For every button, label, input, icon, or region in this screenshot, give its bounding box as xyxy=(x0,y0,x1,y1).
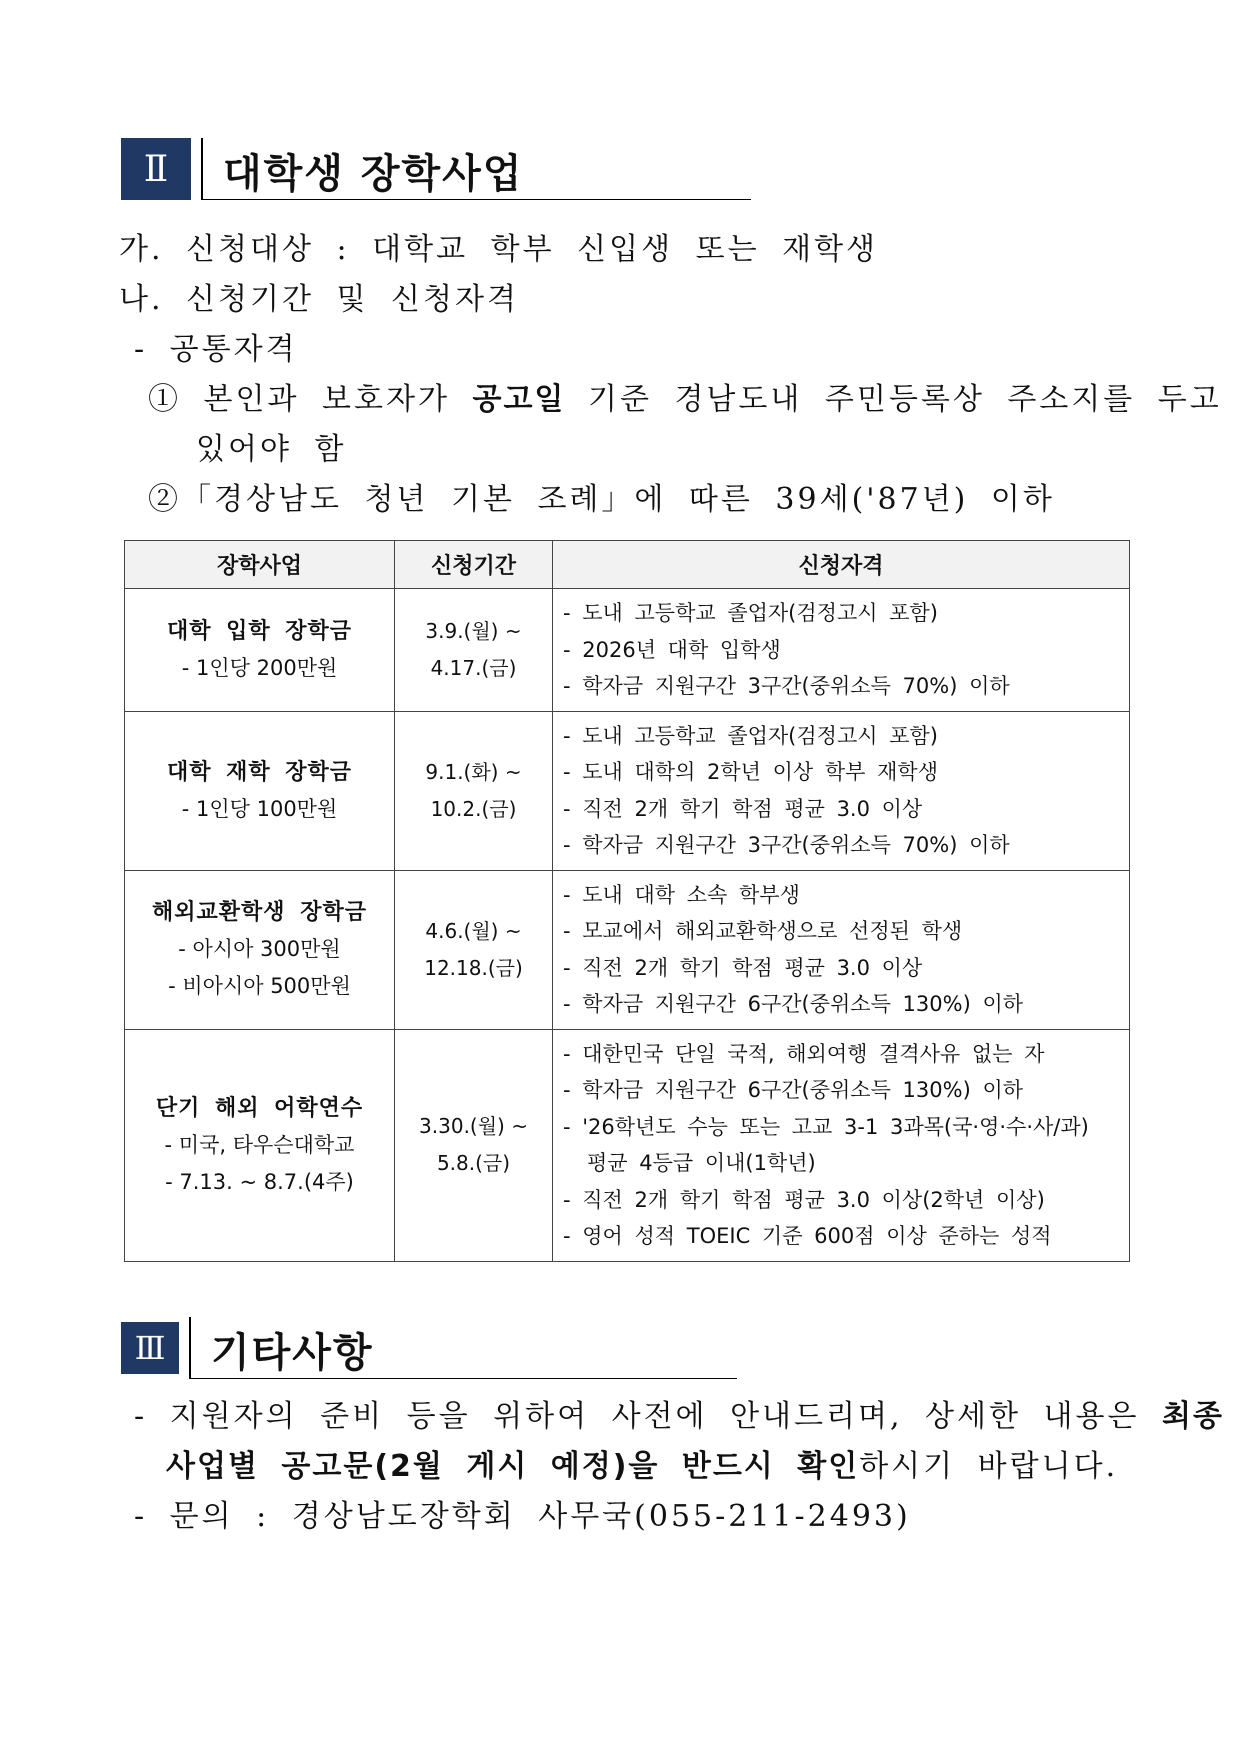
section-2-title: 대학생 장학사업 xyxy=(223,151,524,197)
qualification-item: - 2026년 대학 입학생 xyxy=(563,637,781,662)
program-detail: - 7.13. ~ 8.7.(4주) xyxy=(165,1169,354,1194)
qualification-item: - 학자금 지원구간 3구간(중위소득 70%) 이하 xyxy=(563,674,1010,698)
program-cell xyxy=(125,1029,395,1261)
common-qualification-label: - 공통자격 xyxy=(134,332,298,367)
heading-divider xyxy=(201,138,203,200)
period-cell xyxy=(395,1029,553,1261)
program-detail: - 1인당 200만원 xyxy=(181,655,338,680)
header-period: 신청기간 xyxy=(395,541,553,589)
section-3-numeral-badge: Ⅲ xyxy=(121,1322,179,1374)
period-start: 3.9.(월) ~ xyxy=(425,618,522,643)
program-cell xyxy=(125,589,395,712)
qualification-cell xyxy=(553,589,1130,712)
qualification-item: - 도내 고등학교 졸업자(검정고시 포함) xyxy=(563,601,938,625)
program-detail: - 1인당 100만원 xyxy=(181,796,338,821)
table-row xyxy=(125,870,1130,1029)
qualification-item: - '26학년도 수능 또는 고교 3-1 3과목(국·영·수·사/과) xyxy=(563,1114,1089,1139)
qualification-item-continued: 평균 4등급 이내(1학년) xyxy=(587,1151,816,1175)
table-row xyxy=(125,1029,1130,1261)
section-3-heading xyxy=(121,1317,741,1379)
qualification-item: - 영어 성적 TOEIC 기준 600점 이상 준하는 성적 xyxy=(563,1224,1052,1248)
heading-underline xyxy=(191,1378,737,1380)
period-start: 3.30.(월) ~ xyxy=(419,1114,528,1138)
period-end: 5.8.(금) xyxy=(436,1151,511,1175)
qualification-item: - 도내 대학의 2학년 이상 학부 재학생 xyxy=(563,760,938,784)
qualification-item: - 학자금 지원구간 6구간(중위소득 130%) 이하 xyxy=(563,992,1024,1016)
period-end: 12.18.(금) xyxy=(424,955,523,980)
item-1-bold: 공고일 xyxy=(472,382,566,417)
qualification-item: - 도내 대학 소속 학부생 xyxy=(563,882,800,907)
qualification-item: - 도내 고등학교 졸업자(검정고시 포함) xyxy=(563,723,938,748)
period-cell xyxy=(395,870,553,1029)
scholarship-table xyxy=(124,540,1130,1262)
item-1-suffix: 기준 경남도내 주민등록상 주소지를 두고 xyxy=(565,382,1222,417)
header-qualification: 신청자격 xyxy=(553,541,1130,589)
table-row xyxy=(125,711,1130,870)
period-qualification-line: 나. 신청기간 및 신청자격 xyxy=(119,282,519,317)
program-detail: - 비아시아 500만원 xyxy=(168,974,351,998)
qualification-item-2: ②「경상남도 청년 기본 조례」에 따른 39세('87년) 이하 xyxy=(148,482,1055,517)
table-header-row xyxy=(125,541,1130,589)
heading-underline xyxy=(203,199,751,201)
qualification-item: - 직전 2개 학기 학점 평균 3.0 이상 xyxy=(563,955,923,980)
qualification-cell xyxy=(553,711,1130,870)
item-1-prefix: ① 본인과 보호자가 xyxy=(148,382,473,417)
notice-line-1 xyxy=(134,1397,1224,1437)
table-row xyxy=(125,589,1130,712)
qualification-item: - 대한민국 단일 국적, 해외여행 결격사유 없는 자 xyxy=(563,1041,1045,1066)
notice-line-2-bold: 사업별 공고문(2월 게시 예정)을 반드시 확인 xyxy=(166,1449,860,1484)
program-name: 대학 입학 장학금 xyxy=(166,618,353,644)
heading-divider xyxy=(189,1317,191,1379)
qualification-cell xyxy=(553,870,1130,1029)
section-2-numeral-badge: Ⅱ xyxy=(121,138,191,200)
contact-line: - 문의 : 경상남도장학회 사무국(055-211-2493) xyxy=(134,1499,911,1534)
program-cell xyxy=(125,711,395,870)
qualification-item: - 모교에서 해외교환학생으로 선정된 학생 xyxy=(563,919,963,943)
qualification-item: - 학자금 지원구간 6구간(중위소득 130%) 이하 xyxy=(563,1078,1024,1102)
target-line: 가. 신청대상 : 대학교 학부 신입생 또는 재학생 xyxy=(119,232,879,267)
period-cell xyxy=(395,589,553,712)
program-name: 해외교환학생 장학금 xyxy=(152,900,367,925)
period-end: 10.2.(금) xyxy=(430,796,517,821)
notice-line-1-text: - 지원자의 준비 등을 위하여 사전에 안내드리며, 상세한 내용은 xyxy=(134,1399,1162,1434)
qualification-item-1 xyxy=(148,380,1222,420)
notice-line-2-text: 하시기 바랍니다. xyxy=(859,1449,1119,1484)
qualification-cell xyxy=(553,1029,1130,1261)
program-name: 대학 재학 장학금 xyxy=(166,759,353,785)
program-detail: - 미국, 타우슨대학교 xyxy=(164,1132,355,1157)
notice-line-2 xyxy=(166,1447,1118,1487)
section-2-heading xyxy=(121,138,751,200)
qualification-item: - 직전 2개 학기 학점 평균 3.0 이상(2학년 이상) xyxy=(563,1187,1045,1212)
program-detail: - 아시아 300만원 xyxy=(178,937,341,961)
period-end: 4.17.(금) xyxy=(430,655,517,680)
notice-line-1-bold: 최종 xyxy=(1162,1399,1224,1434)
period-cell xyxy=(395,711,553,870)
period-start: 9.1.(화) ~ xyxy=(425,759,522,784)
period-start: 4.6.(월) ~ xyxy=(425,918,522,943)
header-program: 장학사업 xyxy=(125,541,395,589)
qualification-item: - 학자금 지원구간 3구간(중위소득 70%) 이하 xyxy=(563,833,1010,857)
program-name: 단기 해외 어학연수 xyxy=(155,1095,364,1121)
program-cell xyxy=(125,870,395,1029)
section-3-title: 기타사항 xyxy=(211,1330,374,1376)
qualification-item: - 직전 2개 학기 학점 평균 3.0 이상 xyxy=(563,796,923,821)
qualification-item-1-continued: 있어야 함 xyxy=(196,432,347,467)
